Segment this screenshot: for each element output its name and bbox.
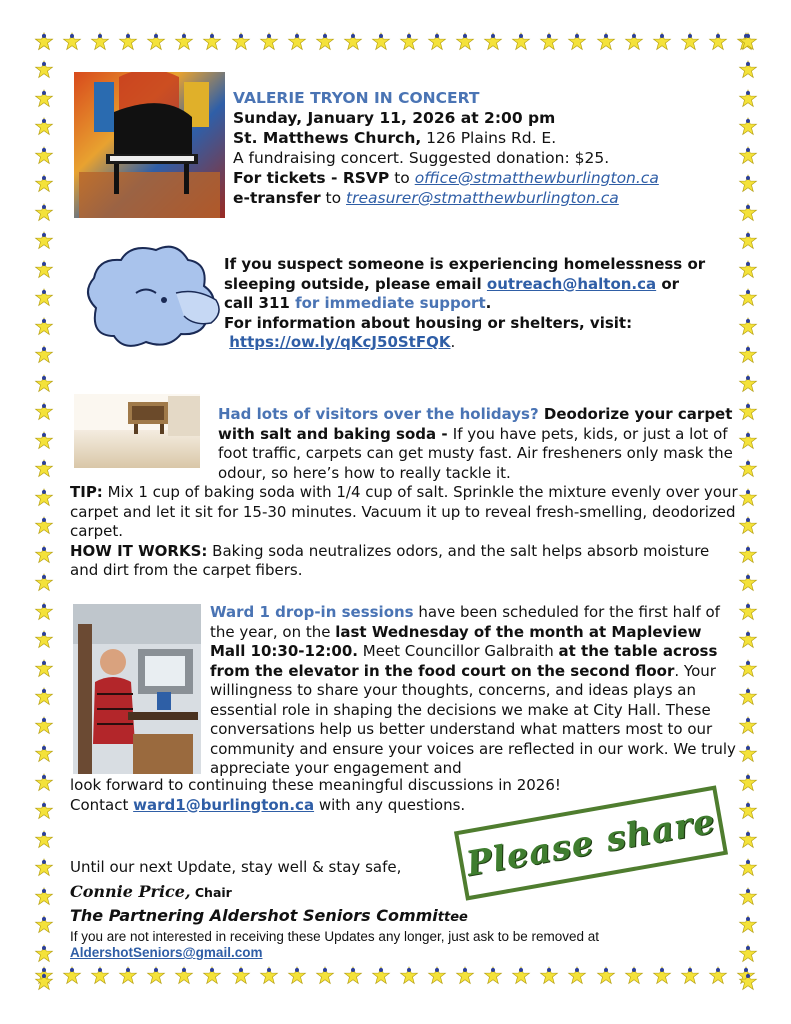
- concert-announcement: [233, 88, 713, 208]
- dancing-star-icon: [34, 60, 54, 80]
- carpet-room-image: [74, 394, 200, 468]
- dancing-star-icon: [738, 459, 758, 479]
- stamp-text: Please share: [463, 801, 719, 885]
- dancing-star-icon: [738, 402, 758, 422]
- dancing-star-icon: [62, 966, 82, 986]
- dancing-star-icon: [652, 966, 672, 986]
- carpet-intro: If you have pets, kids, or just a lot of foot traffic, carpets can get musty fast. Air fresheners only mask the odour, so here’s how to really tackle it.: [218, 424, 733, 482]
- dancing-star-icon: [202, 966, 222, 986]
- dancing-star-icon: [34, 687, 54, 707]
- dancing-star-icon: [34, 630, 54, 650]
- dancing-star-icon: [399, 32, 419, 52]
- dancing-star-icon: [427, 966, 447, 986]
- unsubscribe-note: If you are not interested in receiving these Updates any longer, just ask to be removed at: [70, 929, 600, 944]
- dancing-star-icon: [738, 630, 758, 650]
- homeless-line4: For information about housing or shelters, visit:: [224, 313, 633, 332]
- dancing-star-icon: [483, 966, 503, 986]
- dancing-star-icon: [34, 944, 54, 964]
- cloud-illustration: [76, 238, 226, 356]
- piano-stained-glass-image: [74, 72, 225, 218]
- dancing-star-icon: [174, 966, 194, 986]
- dancing-star-icon: [146, 32, 166, 52]
- dancing-star-icon: [315, 32, 335, 52]
- dancing-star-icon: [174, 32, 194, 52]
- ward-contact-line: Contact ward1@burlington.ca with any questions.: [70, 795, 466, 814]
- dancing-star-icon: [202, 32, 222, 52]
- dancing-star-icon: [34, 260, 54, 280]
- star-border-right: [738, 32, 760, 992]
- dancing-star-icon: [34, 602, 54, 622]
- concert-venue: St. Matthews Church, 126 Plains Rd. E.: [233, 129, 557, 147]
- carpet-how: HOW IT WORKS: Baking soda neutralizes odors, and the salt helps absorb moisture and dirt from the carpet fibers.: [70, 541, 710, 579]
- dancing-star-icon: [738, 915, 758, 935]
- dancing-star-icon: [34, 174, 54, 194]
- star-border-left: [34, 32, 56, 992]
- dancing-star-icon: [624, 32, 644, 52]
- dancing-star-icon: [34, 117, 54, 137]
- dancing-star-icon: [738, 231, 758, 251]
- dancing-star-icon: [738, 887, 758, 907]
- dancing-star-icon: [34, 32, 54, 52]
- dancing-star-icon: [738, 830, 758, 850]
- dancing-star-icon: [34, 488, 54, 508]
- dancing-star-icon: [680, 32, 700, 52]
- dancing-star-icon: [738, 203, 758, 223]
- dancing-star-icon: [315, 966, 335, 986]
- dancing-star-icon: [399, 966, 419, 986]
- dancing-star-icon: [287, 966, 307, 986]
- carpet-tip-details: [70, 483, 740, 581]
- homelessness-notice: [224, 255, 744, 353]
- dancing-star-icon: [652, 32, 672, 52]
- dancing-star-icon: [118, 32, 138, 52]
- star-border-top: [34, 32, 756, 56]
- homeless-line5: https://ow.ly/qKcJ50StFQK.: [229, 333, 456, 351]
- homeless-line1: If you suspect someone is experiencing homelessness or: [224, 255, 706, 273]
- dancing-star-icon: [567, 966, 587, 986]
- dancing-star-icon: [34, 345, 54, 365]
- ward-closing: look forward to continuing these meaningful discussions in 2026!: [70, 776, 561, 794]
- dancing-star-icon: [62, 32, 82, 52]
- dancing-star-icon: [483, 32, 503, 52]
- star-border-bottom: [34, 966, 756, 990]
- dancing-star-icon: [738, 488, 758, 508]
- dancing-star-icon: [34, 744, 54, 764]
- dancing-star-icon: [738, 174, 758, 194]
- signature: Connie Price, Chair: [70, 882, 232, 901]
- councillor-photo: [73, 604, 201, 774]
- concert-description: A fundraising concert. Suggested donation: $25.: [233, 149, 610, 167]
- committee-name: The Partnering Aldershot Seniors Committee: [70, 906, 468, 925]
- ward-drop-in-announcement: Ward 1 drop-in sessions have been scheduled for the first half of the year, on the last Wednesday of the month at Mapleview Mall 10:30-12:00. Meet Councillor Galbraith at the table across from the elevator in the food court on the second floor. Your willingness to share your thoughts, concerns, and ideas plays an essential role in shaping the decisions we make at City Hall. These conversations help us better understand what matters most to our community and ensure your voices are reflected in our work. We truly appreciate your engagement and: [210, 603, 736, 777]
- dancing-star-icon: [34, 830, 54, 850]
- dancing-star-icon: [738, 972, 758, 992]
- dancing-star-icon: [738, 545, 758, 565]
- dancing-star-icon: [34, 317, 54, 337]
- concert-etransfer: e-transfer to treasurer@stmatthewburlington.ca: [233, 189, 619, 207]
- dancing-star-icon: [371, 966, 391, 986]
- concert-tickets: For tickets - RSVP to office@stmatthewburlington.ca: [233, 169, 659, 187]
- homeless-line2: sleeping outside, please email outreach@halton.ca or: [224, 274, 680, 293]
- dancing-star-icon: [738, 716, 758, 736]
- dancing-star-icon: [738, 944, 758, 964]
- dancing-star-icon: [231, 966, 251, 986]
- dancing-star-icon: [34, 516, 54, 536]
- dancing-star-icon: [34, 887, 54, 907]
- dancing-star-icon: [738, 744, 758, 764]
- dancing-star-icon: [738, 773, 758, 793]
- dancing-star-icon: [90, 32, 110, 52]
- carpet-tip: TIP: Mix 1 cup of baking soda with 1/4 cup of salt. Sprinkle the mixture evenly over your carpet and let it sit for 15-30 minutes. Vacuum it up to reveal fresh-smelling, deodorized carpet.: [70, 483, 738, 540]
- concert-date: Sunday, January 11, 2026 at 2:00 pm: [233, 109, 556, 127]
- dancing-star-icon: [511, 966, 531, 986]
- shelter-info-link[interactable]: https://ow.ly/qKcJ50StFQK: [229, 333, 451, 351]
- dancing-star-icon: [680, 966, 700, 986]
- ward-email-link[interactable]: ward1@burlington.ca: [133, 795, 315, 814]
- dancing-star-icon: [34, 858, 54, 878]
- dancing-star-icon: [738, 687, 758, 707]
- dancing-star-icon: [90, 966, 110, 986]
- dancing-star-icon: [34, 915, 54, 935]
- dancing-star-icon: [738, 431, 758, 451]
- dancing-star-icon: [343, 966, 363, 986]
- dancing-star-icon: [539, 966, 559, 986]
- dancing-star-icon: [738, 659, 758, 679]
- dancing-star-icon: [146, 966, 166, 986]
- dancing-star-icon: [539, 32, 559, 52]
- dancing-star-icon: [596, 966, 616, 986]
- dancing-star-icon: [34, 231, 54, 251]
- dancing-star-icon: [118, 966, 138, 986]
- dancing-star-icon: [738, 516, 758, 536]
- dancing-star-icon: [738, 60, 758, 80]
- dancing-star-icon: [738, 117, 758, 137]
- dancing-star-icon: [624, 966, 644, 986]
- carpet-heading: Had lots of visitors over the holidays?: [218, 405, 539, 423]
- dancing-star-icon: [231, 32, 251, 52]
- dancing-star-icon: [34, 203, 54, 223]
- dancing-star-icon: [34, 801, 54, 821]
- concert-title: VALERIE TRYON IN CONCERT: [233, 89, 480, 107]
- ward-heading: Ward 1 drop-in sessions: [210, 603, 414, 621]
- dancing-star-icon: [455, 966, 475, 986]
- dancing-star-icon: [708, 966, 728, 986]
- etransfer-email-link[interactable]: treasurer@stmatthewburlington.ca: [346, 189, 619, 207]
- dancing-star-icon: [34, 459, 54, 479]
- dancing-star-icon: [34, 402, 54, 422]
- dancing-star-icon: [34, 374, 54, 394]
- dancing-star-icon: [738, 573, 758, 593]
- dancing-star-icon: [596, 32, 616, 52]
- outreach-email-link[interactable]: outreach@halton.ca: [486, 274, 657, 293]
- dancing-star-icon: [259, 32, 279, 52]
- closing-line: Until our next Update, stay well & stay safe,: [70, 858, 402, 876]
- dancing-star-icon: [259, 966, 279, 986]
- dancing-star-icon: [511, 32, 531, 52]
- dancing-star-icon: [34, 659, 54, 679]
- dancing-star-icon: [427, 32, 447, 52]
- dancing-star-icon: [708, 32, 728, 52]
- tickets-email-link[interactable]: office@stmatthewburlington.ca: [414, 169, 659, 187]
- dancing-star-icon: [738, 374, 758, 394]
- dancing-star-icon: [34, 972, 54, 992]
- dancing-star-icon: [34, 431, 54, 451]
- dancing-star-icon: [738, 858, 758, 878]
- dancing-star-icon: [738, 32, 758, 52]
- dancing-star-icon: [287, 32, 307, 52]
- dancing-star-icon: [455, 32, 475, 52]
- seniors-email-link[interactable]: AldershotSeniors@gmail.com: [70, 945, 263, 960]
- dancing-star-icon: [738, 146, 758, 166]
- dancing-star-icon: [34, 89, 54, 109]
- dancing-star-icon: [34, 146, 54, 166]
- dancing-star-icon: [34, 573, 54, 593]
- dancing-star-icon: [343, 32, 363, 52]
- dancing-star-icon: [738, 602, 758, 622]
- dancing-star-icon: [738, 89, 758, 109]
- dancing-star-icon: [738, 801, 758, 821]
- carpet-bold: Deodorize your carpet with salt and baking soda -: [218, 405, 733, 443]
- carpet-tip-intro: [218, 405, 738, 483]
- homeless-line3: call 311 for immediate support.: [224, 294, 492, 312]
- dancing-star-icon: [371, 32, 391, 52]
- dancing-star-icon: [34, 545, 54, 565]
- dancing-star-icon: [34, 773, 54, 793]
- dancing-star-icon: [34, 288, 54, 308]
- dancing-star-icon: [567, 32, 587, 52]
- dancing-star-icon: [34, 716, 54, 736]
